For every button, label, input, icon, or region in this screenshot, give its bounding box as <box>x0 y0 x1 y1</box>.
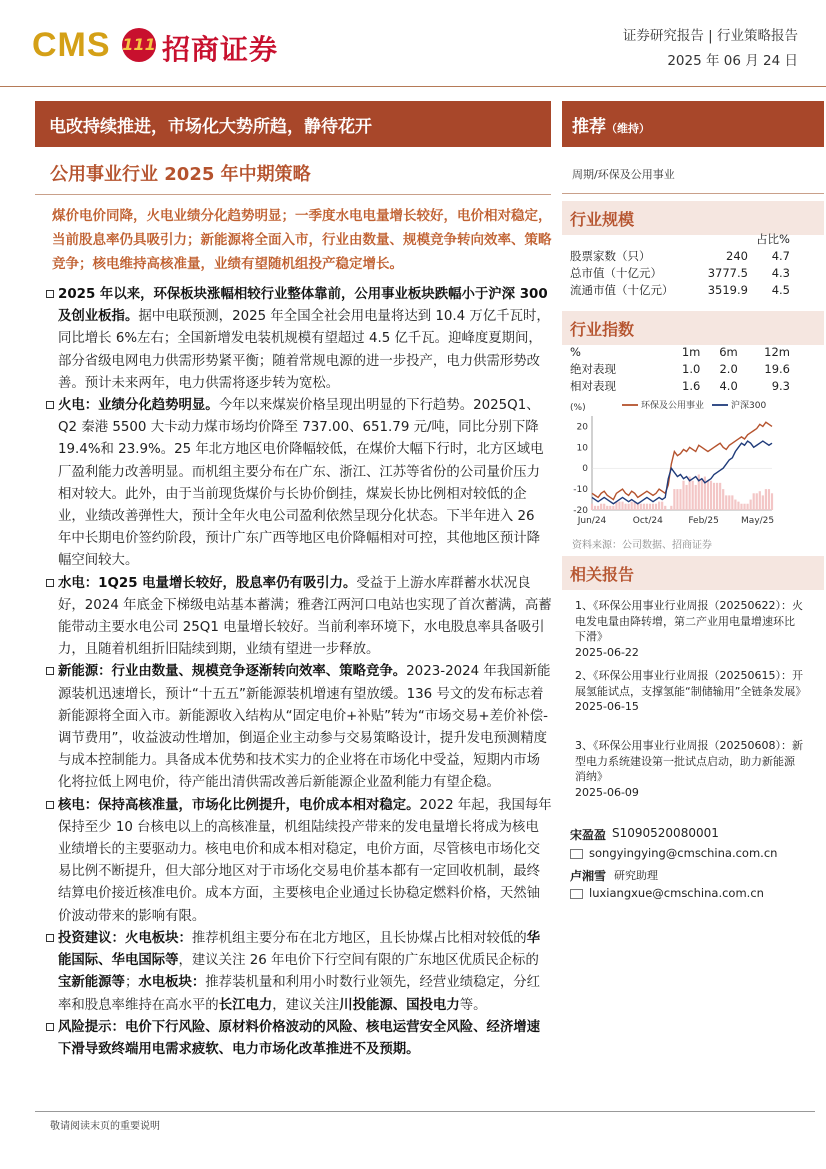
invest-company: 宝新能源等 <box>58 975 125 991</box>
invest-text: 等。 <box>459 997 487 1013</box>
index-cell: 4.0 <box>719 378 738 393</box>
y-tick-label: 20 <box>576 422 588 433</box>
table-row <box>570 360 790 377</box>
email-text[interactable]: luxiangxue@cmschina.com.cn <box>589 886 764 900</box>
chart-source: 资料来源：公司数据、招商证券 <box>572 540 712 551</box>
index-cell: 1.0 <box>682 361 701 376</box>
index-cell: 19.6 <box>764 361 790 376</box>
header-meta <box>623 24 798 74</box>
assistant-name: 卢湘雪 <box>570 869 607 883</box>
related-report-title[interactable]: 1、《环保公用事业行业周报（20250622）：火电发电量由降转增，第二产业用电量增速环比下滑》 <box>575 599 803 643</box>
y-tick-label: 10 <box>576 443 588 454</box>
table-row <box>570 264 790 281</box>
invest-text: ； <box>124 975 139 991</box>
scale-row-value: 240 <box>726 248 748 263</box>
x-tick-label: Jun/24 <box>577 516 607 526</box>
invest-hydro-label: 水电板块： <box>138 975 206 991</box>
table-row <box>570 377 790 394</box>
chart-yunit: (%) <box>570 403 586 413</box>
scale-table <box>570 230 790 298</box>
index-title: 行业指数 <box>570 320 635 339</box>
logo-chinese: 招商证券 <box>162 33 279 66</box>
table-header-row <box>570 343 790 360</box>
checkbox-bullet-icon <box>46 579 54 587</box>
body-paragraph <box>46 395 552 573</box>
report-type: 证券研究报告 | 行业策略报告 <box>622 28 798 44</box>
y-tick-label: 0 <box>582 464 588 475</box>
index-col-header: % <box>570 344 581 359</box>
related-report-date: 2025-06-09 <box>575 785 639 799</box>
invest-text: ，建议关注 26 年电价下行空间有限的广东地区优质民企标的 <box>178 953 539 969</box>
scale-row-pct: 4.3 <box>771 265 790 280</box>
paragraph-text: 据中电联预测，2025 年全国全社会用电量将达到 10.4 万亿千瓦时，同比增长 6%左右；全国新增发电装机规模有望超过 4.5 亿千瓦。迎峰度夏期间，部分省级电网电力供需形势紧平衡；随着常规电源的进一步投产，电力供需形势改善。预计未来两年，电力供需将逐步转为宽松。 <box>58 309 550 391</box>
footer-divider <box>35 1111 815 1112</box>
scale-row-label: 流通市值（十亿元） <box>570 282 674 297</box>
analyst-email[interactable] <box>570 846 777 860</box>
index-row-label: 相对表现 <box>570 378 616 393</box>
assistant-email[interactable] <box>570 886 764 900</box>
rating-banner <box>562 101 824 147</box>
risk-text: 电价下行风险、原材料价格波动的风险、核电运营安全风险、经济增速下滑导致终端用电需求疲软、电力市场化改革推进不及预期。 <box>58 1019 541 1057</box>
rating-note: （维持） <box>606 122 650 135</box>
analyst-name: 宋盈盈 <box>570 828 607 842</box>
paragraph-text: 今年以来煤炭价格呈现出明显的下行趋势。2025Q1、Q2 秦港 5500 大卡动力煤市场均价降至 737.00、651.79 元/吨，同比分别下降 19.4%和 23.9%。25 年北方地区电价降幅较低，在煤价大幅下行时，北方区域电厂盈利能力改善明显。而机组主要分布在广东、浙江、江苏等省份的公司量价压力相对较大。此外，由于当前现货煤价与长协价倒挂，煤炭长协比例相对较低的企业，业绩改善弹性大，预计全年火电公司盈利依然呈现分化状态。下半年进入 26 年中长期电价签约阶段，预计广东广西等地区电价降幅相对可控，其他地区预计降幅空间较大。 <box>58 398 544 569</box>
title-banner <box>35 101 551 147</box>
analyst-license: S1090520080001 <box>612 826 719 840</box>
investment-paragraph <box>46 928 552 1017</box>
scale-row-label: 股票家数（只） <box>570 248 651 263</box>
mail-icon <box>570 849 583 859</box>
index-cell: 1.6 <box>682 378 701 393</box>
logo-latin: CMS <box>32 26 111 64</box>
index-chart-svg <box>562 396 824 536</box>
body-paragraph <box>46 795 552 928</box>
paragraph-lead: 水电：1Q25 电量增长较好，股息率仍有吸引力。 <box>58 575 357 591</box>
index-table <box>570 343 790 394</box>
paragraph-text: 2023-2024 年我国新能源装机迅速增长，预计“十五五”新能源装机增速有望放缓。136 号文的发布标志着新能源将全面入市。新能源收入结构从“固定电价+补贴”转为“市场交易+差价补偿-调节费用”，收益波动性增加，倒逼企业主动参与交易策略设计，提升发电预测精度与成本控制能力。具备成本优势和技术实力的企业将在市场化中受益，短期内市场化将拉低上网电价，待产能出清供需改善后新能源企业盈利能力有望企稳。 <box>58 664 551 791</box>
paragraph-text: 受益于上游水库群蓄水状况良好，2024 年底金下梯级电站基本蓄满；雅砻江两河口电站也实现了首次蓄满，高蓄能带动主要水电公司 25Q1 电量增长较好。当前利率环境下，水电股息率具备吸引力，且随着机组折旧陆续到期，业绩有望进一步释放。 <box>58 575 552 658</box>
related-report-item[interactable] <box>575 738 805 800</box>
related-report-title[interactable]: 2、《环保公用事业行业周报（20250615）：开展氢能试点，支撑氢能“制储输用”全链条发展》 <box>575 669 807 698</box>
related-report-date: 2025-06-15 <box>575 700 639 713</box>
scale-row-label: 总市值（十亿元） <box>570 265 662 280</box>
related-title: 相关报告 <box>570 565 635 584</box>
paragraph-lead: 2025 年以来，环保板块涨幅相较行业整体靠前，公用事业板块跌幅小于沪深 300 及创业板指。 <box>58 287 548 325</box>
series-line-1 <box>592 422 772 499</box>
index-cell: 9.3 <box>771 378 790 393</box>
checkbox-bullet-icon <box>46 934 54 942</box>
sidebar-divider <box>562 193 824 194</box>
report-subtitle: 公用事业行业 2025 年中期策略 <box>50 164 311 185</box>
body-paragraph <box>46 573 552 662</box>
table-row <box>570 281 790 298</box>
y-tick-label: -10 <box>573 485 588 496</box>
x-tick-label: Feb/25 <box>688 516 719 526</box>
invest-text: 推荐装机量和利用小时数行业领先，经营业绩稳定，分红率和股息率维持在高水平的 <box>58 975 541 1013</box>
x-tick-label: Oct/24 <box>632 516 663 526</box>
mail-icon <box>570 889 583 899</box>
scale-row-pct: 4.7 <box>771 248 790 263</box>
summary-highlight: 煤价电价同降，火电业绩分化趋势明显；一季度水电电量增长较好，电价相对稳定，当前股息率仍具吸引力；新能源将全面入市，行业由数量、规模竞争转向效率、策略竞争；核电维持高核准量，业绩有望随机组投产稳定增长。 <box>52 208 552 272</box>
invest-text: 推荐机组主要分布在北方地区，且长协煤占比相对较低的 <box>191 930 527 946</box>
paragraph-lead: 火电：业绩分化趋势明显。 <box>58 398 219 414</box>
rating-label: 推荐 <box>572 117 606 137</box>
scale-col-header: 占比% <box>756 231 790 246</box>
email-text[interactable]: songyingying@cmschina.com.cn <box>589 846 778 860</box>
sector-category: 周期/环保及公用事业 <box>572 168 675 181</box>
scale-row-value: 3519.9 <box>707 282 748 297</box>
invest-thermal-label: 火电板块： <box>124 930 192 946</box>
legend-label: 沪深300 <box>731 401 767 411</box>
body-paragraph <box>46 661 552 794</box>
logo-badge-icon: 111 <box>122 28 156 62</box>
related-report-title[interactable]: 3、《环保公用事业行业周报（20250608）：新型电力系统建设第一批试点启动，助力新能源消纳》 <box>575 739 803 783</box>
report-body <box>46 284 552 1061</box>
invest-company: 长江电力 <box>218 997 273 1013</box>
checkbox-bullet-icon <box>46 1023 54 1031</box>
checkbox-bullet-icon <box>46 667 54 675</box>
header-divider <box>0 86 826 87</box>
scale-row-pct: 4.5 <box>771 282 790 297</box>
related-report-item[interactable] <box>575 668 805 715</box>
index-chart <box>562 396 824 536</box>
x-tick-label: May/25 <box>741 516 775 526</box>
assistant-role: 研究助理 <box>614 869 658 882</box>
report-date: 2025 年 06 月 24 日 <box>667 53 798 69</box>
index-cell: 2.0 <box>719 361 738 376</box>
body-paragraph <box>46 284 552 395</box>
index-section-header <box>562 311 824 345</box>
cms-logo <box>32 24 292 68</box>
report-title: 电改持续推进，市场化大势所趋，静待花开 <box>49 117 372 137</box>
index-col-header: 12m <box>764 344 790 359</box>
index-row-label: 绝对表现 <box>570 361 616 376</box>
invest-company: 川投能源、国投电力 <box>339 997 460 1013</box>
paragraph-text: 2022 年起，我国每年保持至少 10 台核电以上的高核准量，机组陆续投产带来的发电量增长将成为核电业绩增长的主要驱动力。核电电价和成本相对稳定，电价方面，尽管核电市场化交易比例不断提升，但大部分地区对于市场化交易电价基本都有一定回收机制，最终结算电价接近核准电价。成本方面，主要核电企业通过长协稳定燃料价格，天然铀价波动带来的影响有限。 <box>58 797 552 924</box>
checkbox-bullet-icon <box>46 290 54 298</box>
invest-company: 华能国际、华电国际等 <box>58 930 541 969</box>
related-report-item[interactable] <box>575 598 805 660</box>
risk-paragraph <box>46 1017 552 1061</box>
risk-lead: 风险提示： <box>58 1019 125 1035</box>
scale-title: 行业规模 <box>570 210 635 229</box>
index-col-header: 1m <box>681 344 701 359</box>
footer-note: 敬请阅读末页的重要说明 <box>50 1121 160 1132</box>
invest-lead: 投资建议： <box>58 930 125 946</box>
related-report-date: 2025-06-22 <box>575 645 639 659</box>
y-tick-label: -20 <box>573 506 588 516</box>
subtitle-divider <box>35 194 551 195</box>
invest-text: ，建议关注 <box>272 997 340 1013</box>
index-col-header: 6m <box>719 344 738 359</box>
paragraph-lead: 新能源：行业由数量、规模竞争逐渐转向效率、策略竞争。 <box>58 664 407 680</box>
related-section-header <box>562 556 824 590</box>
scale-row-value: 3777.5 <box>707 265 748 280</box>
checkbox-bullet-icon <box>46 401 54 409</box>
legend-label: 环保及公用事业 <box>641 401 705 411</box>
paragraph-lead: 核电：保持高核准量，市场化比例提升，电价成本相对稳定。 <box>58 797 420 813</box>
checkbox-bullet-icon <box>46 801 54 809</box>
table-row <box>570 247 790 264</box>
